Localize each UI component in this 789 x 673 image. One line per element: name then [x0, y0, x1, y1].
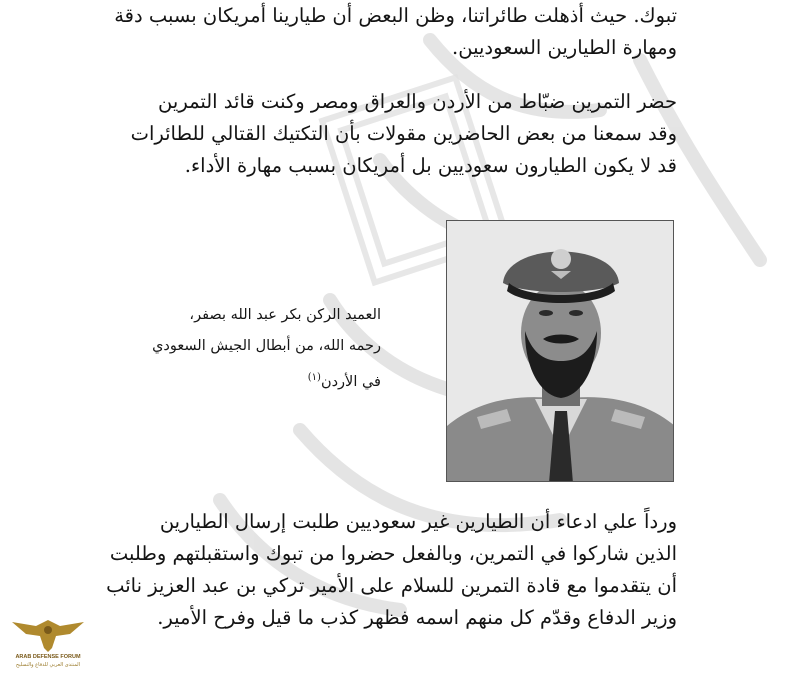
officer-photo	[446, 220, 674, 482]
logo-subtitle: المنتدى العربي للدفاع والتسليح	[15, 662, 81, 668]
arab-defense-forum-logo	[4, 614, 92, 672]
paragraph-2-line-3: قد لا يكون الطيارون سعوديين بل أمريكان بسبب مهارة الأداء.	[184, 154, 677, 177]
paragraph-2-line-1: حضر التمرين ضبّاط من الأردن والعراق ومصر وكنت قائد التمرين	[158, 90, 677, 113]
logo-name: ARAB DEFENSE FORUM	[15, 654, 81, 660]
paragraph-1	[77, 0, 677, 64]
paragraph-3-line-1: ورداً علي ادعاء أن الطيارين غير سعوديين طلبت إرسال الطيارين	[159, 510, 677, 533]
paragraph-3	[77, 506, 677, 634]
paragraph-1-line-1: تبوك. حيث أذهلت طائراتنا، وظن البعض أن طيارينا أمريكان بسبب دقة	[114, 4, 677, 27]
paragraph-3-line-4: وزير الدفاع وقدّم كل منهم اسمه فظهر كذب ما قيل وفرح الأمير.	[157, 606, 677, 629]
caption-line-2: رحمه الله، من أبطال الجيش السعودي	[152, 338, 381, 354]
paragraph-2-line-2: وقد سمعنا من بعض الحاضرين مقولات بأن التكتيك القتالي للطائرات	[130, 122, 677, 145]
paragraph-3-line-3: أن يتقدموا مع قادة التمرين للسلام على الأمير تركي بن عبد العزيز نائب	[106, 574, 677, 597]
footnote-marker: (١)	[307, 372, 321, 383]
photo-caption	[141, 300, 381, 398]
caption-line-1: العميد الركن بكر عبد الله بصفر،	[189, 307, 381, 323]
eagle-icon	[4, 614, 92, 656]
paragraph-3-line-2: الذين شاركوا في التمرين، وبالفعل حضروا من تبوك واستقبلتهم وطلبت	[109, 542, 677, 565]
caption-line-3-text: في الأردن	[320, 373, 381, 390]
caption-line-3	[141, 362, 381, 398]
paragraph-2	[77, 86, 677, 182]
officer-portrait-image	[447, 221, 674, 482]
paragraph-1-line-2: ومهارة الطيارين السعوديين.	[452, 36, 677, 59]
